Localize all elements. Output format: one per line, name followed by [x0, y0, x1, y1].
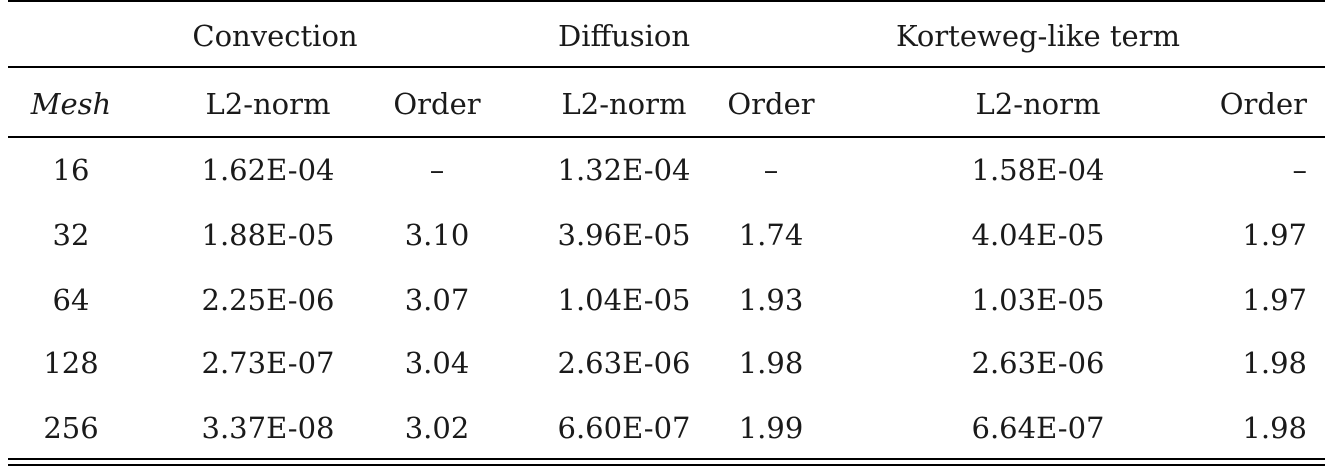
column-header-conv-l2: L2-norm — [205, 87, 331, 121]
table-row-cell-diff-order: 1.93 — [738, 283, 804, 317]
table-row-cell-kort-order: 1.98 — [1242, 411, 1307, 445]
table-row-cell-conv-order: 3.10 — [404, 218, 470, 252]
bottom-rule-upper — [8, 458, 1325, 460]
table-row-cell-diff-l2: 2.63E-06 — [557, 346, 691, 380]
table-row-cell-kort-order: 1.98 — [1242, 346, 1307, 380]
table-row-cell-kort-l2: 4.04E-05 — [971, 218, 1105, 252]
table-row-cell-conv-order: 3.04 — [404, 346, 470, 380]
table-row-cell-conv-order: 3.07 — [404, 283, 470, 317]
table-row-cell-diff-order: – — [763, 153, 779, 187]
group-header-diffusion: Diffusion — [557, 19, 691, 53]
table-row-cell-kort-order: 1.97 — [1242, 218, 1307, 252]
group-rule — [8, 66, 1325, 68]
table-row-cell-diff-order: 1.99 — [738, 411, 804, 445]
column-header-kort-l2: L2-norm — [975, 87, 1101, 121]
table-row-cell-diff-l2: 6.60E-07 — [557, 411, 691, 445]
column-header-conv-order: Order — [393, 87, 481, 121]
table-row-cell-diff-order: 1.74 — [738, 218, 804, 252]
table-row-cell-conv-l2: 1.88E-05 — [201, 218, 335, 252]
table-row-cell-kort-l2: 1.03E-05 — [971, 283, 1105, 317]
table-row-cell-diff-order: 1.98 — [738, 346, 804, 380]
table-row-cell-conv-l2: 2.25E-06 — [201, 283, 335, 317]
bottom-rule-lower — [8, 464, 1325, 466]
column-header-kort-order: Order — [1219, 87, 1307, 121]
group-header-korteweg: Korteweg-like term — [895, 19, 1181, 53]
table-row-cell-kort-l2: 6.64E-07 — [971, 411, 1105, 445]
table-row-cell-conv-order: 3.02 — [404, 411, 470, 445]
table-row-cell-kort-order: 1.97 — [1242, 283, 1307, 317]
table-row-cell-mesh: 128 — [43, 346, 99, 380]
column-header-diff-l2: L2-norm — [561, 87, 687, 121]
top-rule — [8, 0, 1325, 2]
table-row-cell-conv-l2: 3.37E-08 — [201, 411, 335, 445]
table-row-cell-conv-order: – — [429, 153, 445, 187]
table-row-cell-mesh: 16 — [52, 153, 90, 187]
table-row-cell-mesh: 64 — [52, 283, 90, 317]
group-header-convection: Convection — [192, 19, 358, 53]
table-row-cell-kort-order: – — [1292, 153, 1307, 187]
table-row-cell-conv-l2: 2.73E-07 — [201, 346, 335, 380]
column-header-mesh: Mesh — [30, 87, 112, 121]
table-row-cell-mesh: 256 — [43, 411, 99, 445]
column-header-diff-order: Order — [727, 87, 815, 121]
table-row-cell-kort-l2: 2.63E-06 — [971, 346, 1105, 380]
table-row-cell-mesh: 32 — [52, 218, 90, 252]
table-row-cell-conv-l2: 1.62E-04 — [201, 153, 335, 187]
table-row-cell-diff-l2: 3.96E-05 — [557, 218, 691, 252]
table-row-cell-diff-l2: 1.32E-04 — [557, 153, 691, 187]
table-row-cell-kort-l2: 1.58E-04 — [971, 153, 1105, 187]
table-row-cell-diff-l2: 1.04E-05 — [557, 283, 691, 317]
header-rule — [8, 136, 1325, 138]
